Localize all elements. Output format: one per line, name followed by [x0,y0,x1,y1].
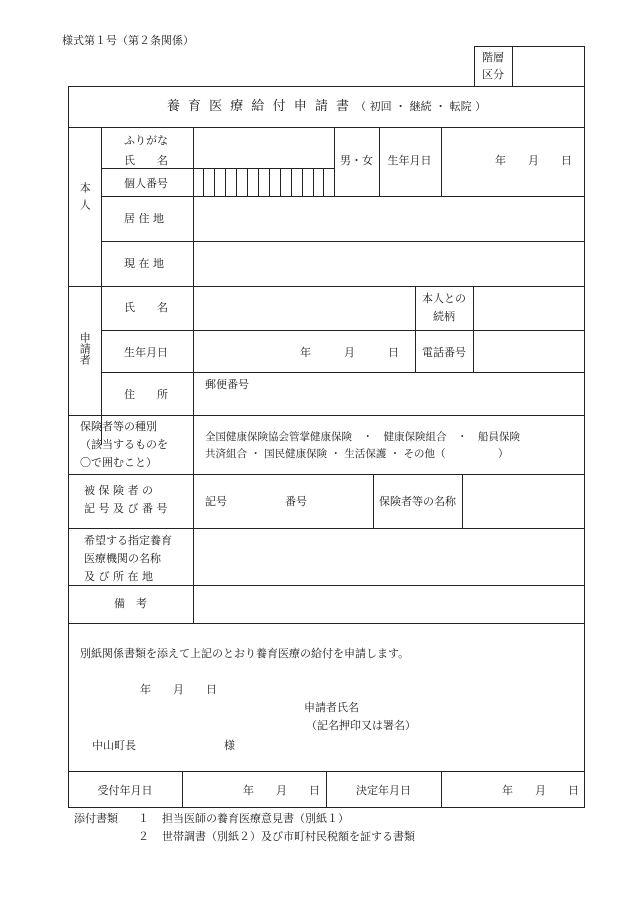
hospital-field[interactable] [194,529,584,584]
attachments-label: 添付書類 [74,812,118,825]
attachment-2-number: ２ [138,830,149,843]
insured-label: 被 保 険 者 の [84,484,153,497]
attachment-2: 世帯調書（別紙２）及び市町村民税額を証する書類 [162,830,415,843]
floor-class-label-2: 区分 [482,68,504,81]
principal-name-label: 氏 名 [124,154,168,167]
declaration-date[interactable]: 年 月 日 [140,683,217,696]
insurer-name-label: 保険者等の名称 [379,495,456,508]
principal-birthdate-label: 生年月日 [387,154,432,167]
form-title [68,99,585,115]
hospital-label-2: 医療機関の名称 [84,552,161,565]
decided-date-field[interactable]: 年 月 日 [502,784,579,797]
relation-field[interactable] [474,287,584,329]
remarks-label: 備 考 [114,597,147,610]
received-date-label: 受付年月日 [97,784,153,797]
residence-label: 居 住 地 [124,212,164,225]
remarks-field[interactable] [194,586,584,622]
furigana-label: ふりがな [124,134,168,147]
title-options: （ 初回 ・ 継続 ・ 転院 ） [355,100,487,113]
hospital-label: 希望する指定養育 [84,534,172,547]
phone-label: 電話番号 [422,346,466,359]
attachment-1-number: １ [138,812,149,825]
floor-class-label: 階層 [482,51,504,64]
applicant-name-field[interactable] [194,287,414,329]
insurance-type-label-2: （該当するものを [80,438,168,451]
attachment-1: 担当医師の養育医療意見書（別紙１） [162,812,349,825]
applicant-birthdate-field[interactable]: 年 月 日 [300,346,399,359]
principal-section-label: 本人 [78,182,92,216]
insurance-type-label: 保険者等の種別 [80,420,157,433]
current-address-field[interactable] [194,242,584,285]
insurer-name-field[interactable] [463,475,584,527]
current-address-label: 現 在 地 [124,257,164,270]
seal-note: （記名押印又は署名） [306,719,416,732]
phone-field[interactable] [474,331,584,372]
hospital-label-3: 及 び 所 在 地 [84,570,153,583]
title-text: 養 育 医 療 給 付 申 請 書 [166,99,351,114]
applicant-address-field[interactable] [194,373,584,415]
insurance-options-line2[interactable]: 共済組合 ・ 国民健康保険 ・ 生活保護 ・ その他（ ） [205,448,509,460]
personal-number-label: 個人番号 [124,177,168,190]
insured-label-2: 記 号 及 び 番 号 [84,502,168,515]
applicant-signature-label: 申請者氏名 [304,701,359,714]
honorific: 様 [224,739,235,752]
gender-options[interactable]: 男・女 [340,154,373,167]
insured-number-label: 番号 [285,495,307,508]
relation-label-2: 続柄 [433,310,455,323]
floor-class-field[interactable] [513,47,584,85]
applicant-address-label: 住 所 [124,388,168,401]
postal-code-label: 郵便番号 [205,378,249,391]
personal-number-boxes[interactable] [193,168,334,196]
declaration-statement: 別紙関係書類を添えて上記のとおり養育医療の給付を申請します。 [80,647,410,660]
received-date-field[interactable]: 年 月 日 [243,784,320,797]
insured-symbol-label: 記号 [205,495,227,508]
insured-number-field[interactable] [194,475,372,527]
relation-label: 本人との [422,292,466,305]
main-table-top [68,86,585,87]
mayor-label: 中山町長 [92,739,136,752]
insurance-options-line1[interactable]: 全国健康保険協会管掌健康保険 ・ 健康保険組合 ・ 船員保険 [205,431,520,443]
applicant-name-label: 氏 名 [124,301,168,314]
principal-birthdate-field[interactable]: 年 月 日 [495,154,572,167]
form-number: 様式第１号（第２条関係） [62,34,194,47]
insurance-type-label-3: 〇で囲むこと） [80,456,157,469]
principal-name-field[interactable] [194,128,333,168]
decided-date-label: 決定年月日 [356,784,411,797]
applicant-section-label: 申請者 [78,332,92,365]
applicant-birthdate-label: 生年月日 [124,346,168,359]
residence-field[interactable] [194,197,584,240]
